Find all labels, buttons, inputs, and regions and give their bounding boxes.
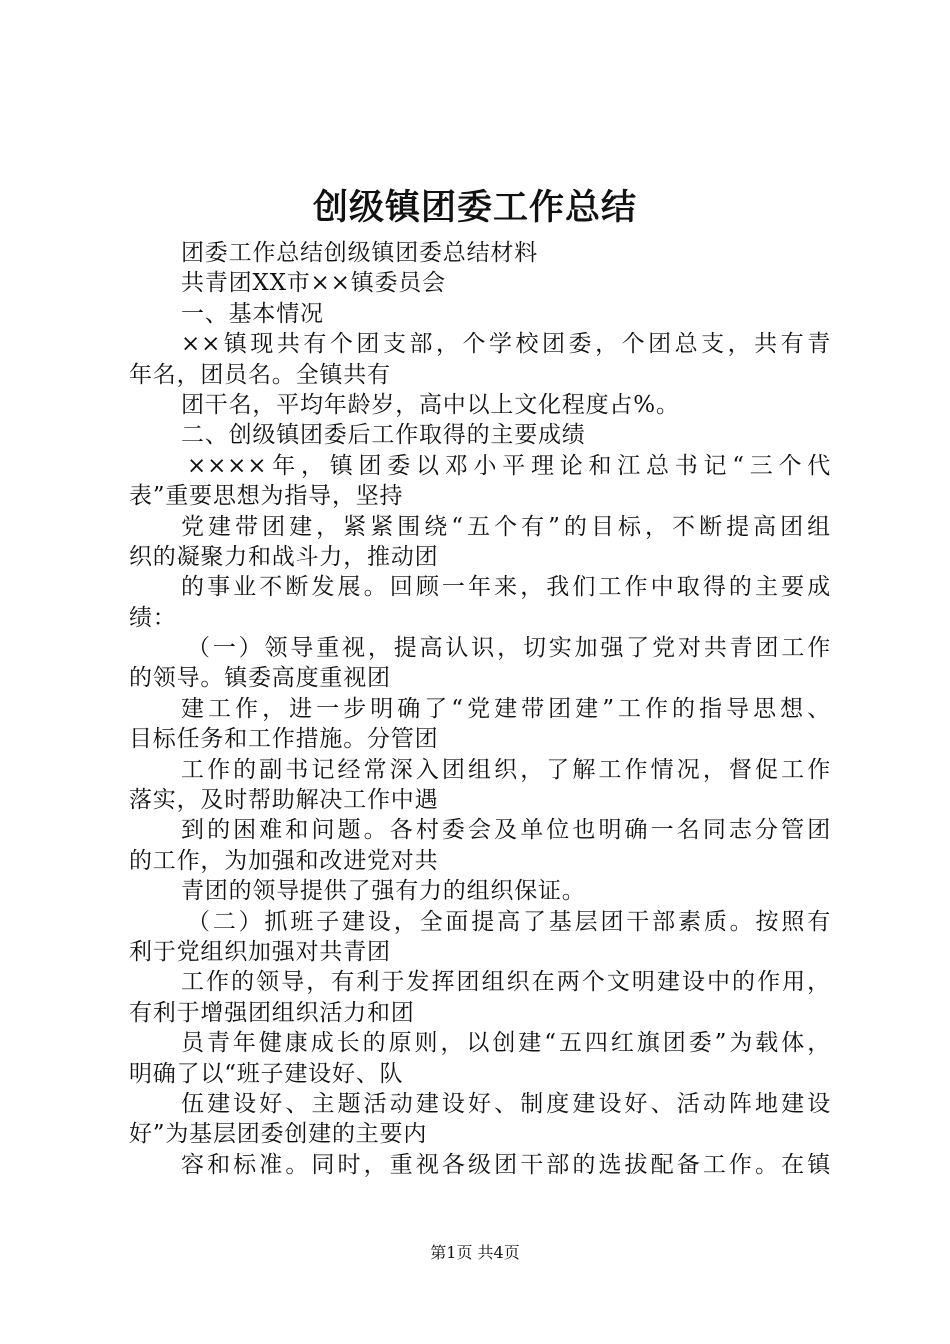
text-line: 二、创级镇团委后工作取得的主要成绩 [181, 422, 586, 449]
text-line: 工作的领导，有利于发挥团组织在两个文明建设中的作用， [181, 969, 831, 996]
text-line: 团干名，平均年龄岁，高中以上文化程度占%。 [181, 391, 680, 418]
text-line: （二）抓班子建设，全面提高了基层团干部素质。按照有 [187, 908, 831, 935]
text-line: 员青年健康成长的原则，以创建“五四红旗团委”为载体， [181, 1030, 831, 1057]
document-title: 创级镇团委工作总结 [312, 187, 637, 228]
text-line: 的事业不断发展。回顾一年来，我们工作中取得的主要成 [181, 574, 831, 601]
text-line: 织的凝聚力和战斗力，推动团 [129, 543, 439, 570]
text-line: 的领导。镇委高度重视团 [129, 665, 391, 692]
text-line: 目标任务和工作措施。分管团 [129, 726, 439, 753]
text-line: 团委工作总结创级镇团委总结材料 [181, 240, 538, 266]
text-line: （一）领导重视，提高认识，切实加强了党对共青团工作 [187, 635, 831, 662]
text-line: 有利于增强团组织活力和团 [129, 999, 415, 1026]
text-line: 工作的副书记经常深入团组织，了解工作情况，督促工作 [181, 756, 831, 783]
text-line: 绩： [129, 604, 177, 631]
text-line: 年名，团员名。全镇共有 [129, 361, 391, 388]
text-line: 青团的领导提供了强有力的组织保证。 [181, 878, 586, 905]
text-line: ××××年，镇团委以邓小平理论和江总书记“三个代 [187, 452, 831, 479]
text-line: 一、基本情况 [181, 300, 324, 327]
page-number: 第1页 共4页 [430, 1243, 520, 1262]
text-line: 利于党组织加强对共青团 [129, 938, 391, 965]
text-line: 容和标准。同时，重视各级团干部的选拔配备工作。在镇 [181, 1151, 831, 1178]
text-line: 好”为基层团委创建的主要内 [129, 1121, 428, 1148]
text-line: 共青团XX市××镇委员会 [181, 270, 446, 297]
text-line: 到的困难和问题。各村委会及单位也明确一名同志分管团 [181, 817, 831, 844]
text-line: 落实，及时帮助解决工作中遇 [129, 787, 439, 814]
text-line: 建工作，进一步明确了“党建带团建”工作的指导思想、 [181, 695, 831, 722]
document-body [129, 238, 831, 1180]
text-line: 明确了以“班子建设好、队 [129, 1060, 404, 1087]
text-line: 的工作，为加强和改进党对共 [129, 847, 439, 874]
text-line: 党建带团建，紧紧围绕“五个有”的目标，不断提高团组 [181, 513, 831, 540]
text-line: ××镇现共有个团支部，个学校团委，个团总支，共有青 [181, 331, 831, 358]
text-line: 伍建设好、主题活动建设好、制度建设好、活动阵地建设 [181, 1090, 831, 1117]
text-line: 表”重要思想为指导，坚持 [129, 483, 404, 510]
